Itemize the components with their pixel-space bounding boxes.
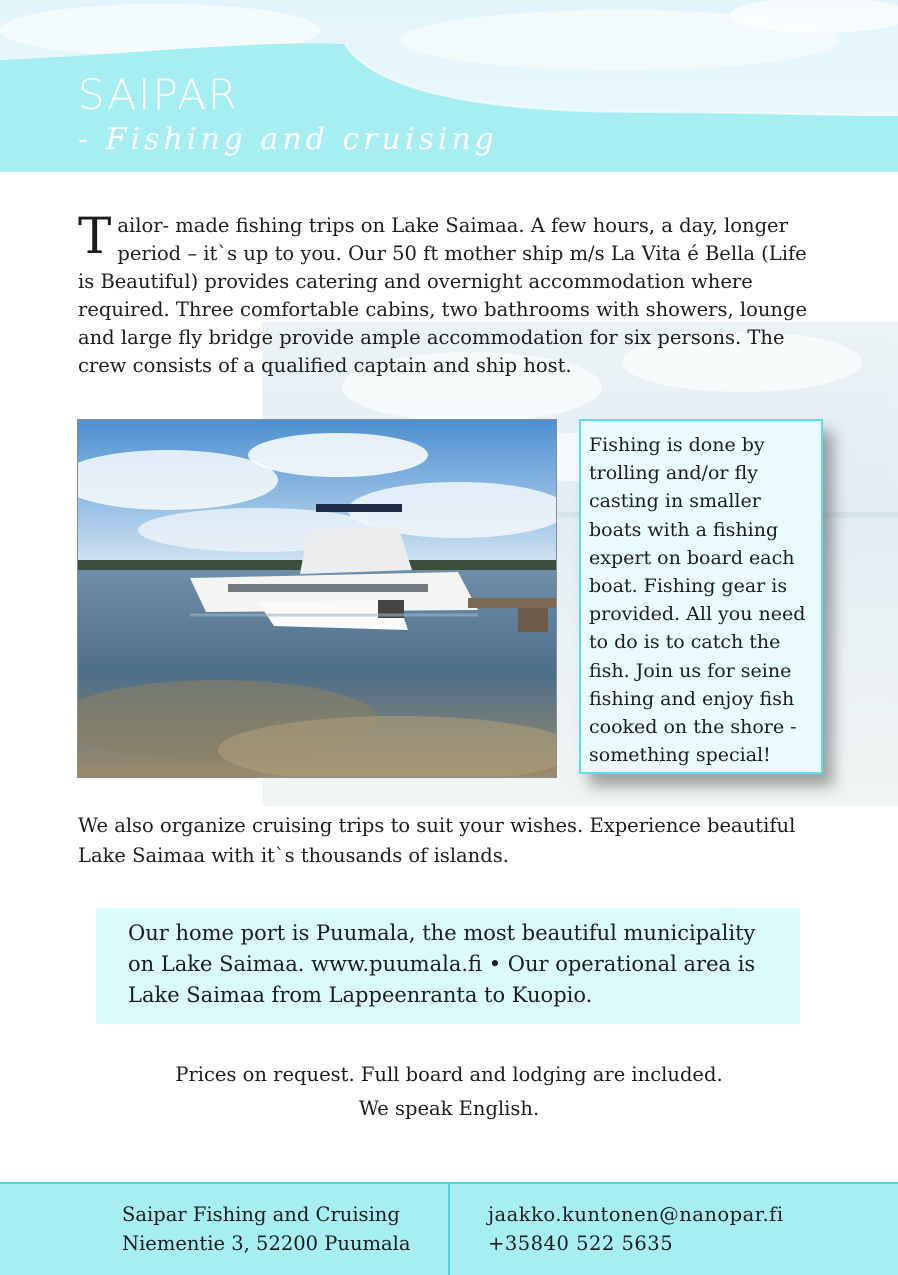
homeport-text: Our home port is Puumala, the most beautiful municipality on Lake Saimaa. www.puumala.fi • Our operational area is Lake Saimaa from Lappeenranta to Kuopio. (128, 921, 756, 1007)
header-banner (0, 0, 898, 172)
homeport-box (96, 908, 800, 1024)
brand-title: SAIPAR (78, 70, 240, 119)
footer-company-block (122, 1200, 411, 1258)
drop-cap: T (78, 207, 112, 265)
fishing-info-text: Fishing is done by trolling and/or fly casting in smaller boats with a fishing expert on board each boat. Fishing gear is provided. All you need to do is to catch the fish. Join us for seine fishing and enjoy fish cooked on the shore - something special! (589, 434, 806, 767)
company-address: Niementie 3, 52200 Puumala (122, 1232, 411, 1255)
language-line: We speak English. (358, 1097, 540, 1120)
prices-line: Prices on request. Full board and lodging are included. (175, 1063, 723, 1086)
company-name: Saipar Fishing and Cruising (122, 1203, 400, 1226)
brand-tagline: - Fishing and cruising (78, 122, 498, 157)
footer-contact-block (488, 1200, 784, 1258)
boat-photo (77, 419, 557, 778)
intro-text: ailor- made fishing trips on Lake Saimaa. A few hours, a day, longer period – it`s up to you. Our 50 ft mother ship m/s La Vita é Bella (Life is Beautiful) provides catering and overnight accommodation where required. Three comfortable cabins, two bathrooms with showers, lounge and large fly bridge provide ample accommodation for six persons. The crew consists of a qualified captain and ship host. (78, 214, 807, 377)
cruise-paragraph: We also organize cruising trips to suit your wishes. Experience beautiful Lake Saimaa with it`s thousands of islands. (78, 814, 796, 867)
fishing-info-box (579, 419, 823, 774)
intro-paragraph (78, 207, 823, 380)
footer-divider (448, 1184, 450, 1275)
contact-email[interactable]: jaakko.kuntonen@nanopar.fi (488, 1203, 784, 1226)
footer (0, 1182, 898, 1275)
contact-phone[interactable]: +35840 522 5635 (488, 1232, 674, 1255)
